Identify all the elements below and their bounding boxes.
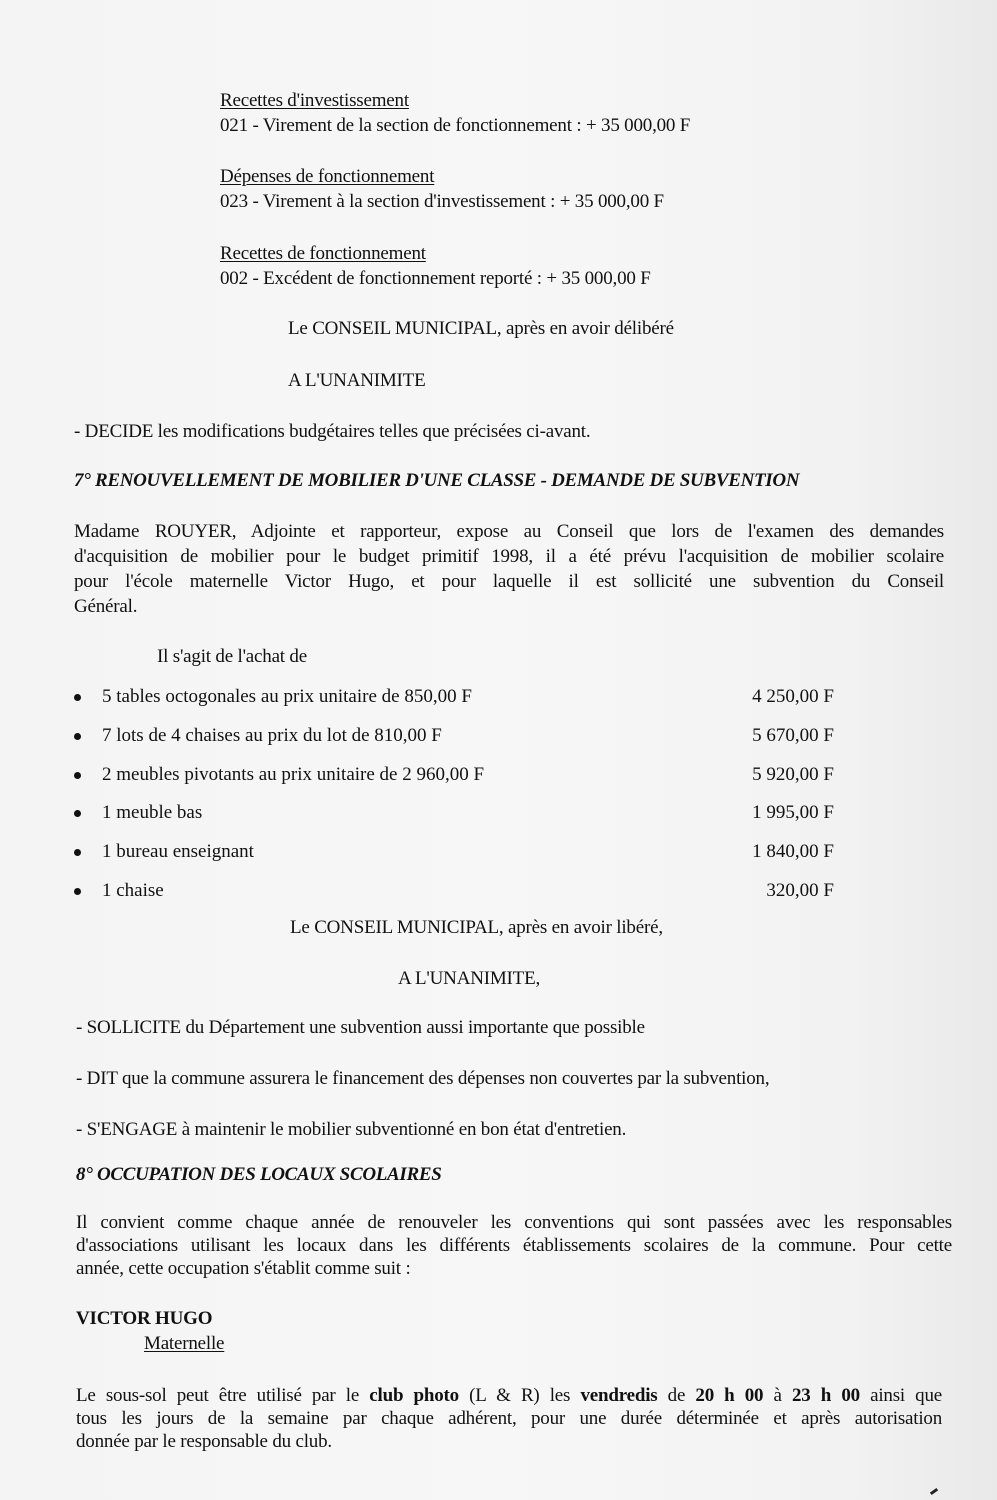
section-7-intro bbox=[74, 519, 944, 619]
usage-start-time: 20 h 00 bbox=[695, 1385, 764, 1406]
item-amount: 1 840,00 F bbox=[752, 841, 834, 862]
bullet-icon bbox=[74, 849, 81, 856]
club-name: club photo bbox=[369, 1385, 459, 1406]
school-subsection: Maternelle bbox=[144, 1333, 225, 1354]
vote-result: A L'UNANIMITE, bbox=[398, 968, 541, 989]
item-label: 2 meubles pivotants au prix unitaire de 2 960,00 F bbox=[102, 764, 485, 785]
list-item bbox=[74, 802, 834, 826]
item-label: 1 bureau enseignant bbox=[102, 841, 254, 862]
intro-line-3: pour l'école maternelle Victor Hugo, et pour laquelle il est sollicité une subvention du Conseil bbox=[74, 571, 944, 592]
item-amount: 5 920,00 F bbox=[752, 764, 834, 785]
usage-paragraph bbox=[76, 1384, 942, 1453]
page-number-mark bbox=[930, 1488, 938, 1495]
usage-text: de bbox=[657, 1385, 696, 1406]
usage-line-1 bbox=[76, 1384, 942, 1407]
decision-dit: - DIT que la commune assurera le financement des dépenses non couvertes par la subvention, bbox=[76, 1068, 770, 1089]
item-amount: 320,00 F bbox=[766, 880, 834, 901]
block-title-recettes-fonctionnement: Recettes de fonctionnement bbox=[220, 243, 426, 264]
usage-days: vendredis bbox=[580, 1385, 658, 1406]
list-item bbox=[74, 764, 834, 788]
intro-line-2: d'acquisition de mobilier pour le budget primitif 1998, il a été prévu l'acquisition de mobilier scolaire bbox=[74, 546, 944, 567]
council-statement: Le CONSEIL MUNICIPAL, après en avoir libéré, bbox=[290, 917, 663, 938]
council-statement: Le CONSEIL MUNICIPAL, après en avoir délibéré bbox=[288, 318, 674, 339]
intro-line-4: Général. bbox=[74, 596, 138, 617]
block-line-023: 023 - Virement à la section d'investissement : + 35 000,00 F bbox=[220, 191, 664, 212]
bullet-icon bbox=[74, 810, 81, 817]
bullet-icon bbox=[74, 694, 81, 701]
usage-text: à bbox=[763, 1385, 792, 1406]
vote-result: A L'UNANIMITE bbox=[288, 370, 426, 391]
list-item bbox=[74, 686, 834, 710]
decision-line: - DECIDE les modifications budgétaires telles que précisées ci-avant. bbox=[74, 421, 591, 442]
intro-line-2: d'associations utilisant les locaux dans les différents établissements scolaires de la commune. Pour cette bbox=[76, 1235, 952, 1256]
usage-text: (L & R) les bbox=[458, 1385, 581, 1406]
block-line-021: 021 - Virement de la section de fonctionnement : + 35 000,00 F bbox=[220, 115, 691, 136]
item-label: 5 tables octogonales au prix unitaire de 850,00 F bbox=[102, 686, 472, 707]
bullet-icon bbox=[74, 888, 81, 895]
section-8-intro bbox=[76, 1211, 952, 1280]
section-7-heading: 7° RENOUVELLEMENT DE MOBILIER D'UNE CLASSE - DEMANDE DE SUBVENTION bbox=[74, 470, 800, 491]
item-label: 7 lots de 4 chaises au prix du lot de 810,00 F bbox=[102, 725, 442, 746]
usage-end-time: 23 h 00 bbox=[791, 1385, 860, 1406]
block-title-recettes-investissement: Recettes d'investissement bbox=[220, 90, 409, 111]
item-amount: 4 250,00 F bbox=[752, 686, 834, 707]
item-amount: 5 670,00 F bbox=[752, 725, 834, 746]
intro-line-3: année, cette occupation s'établit comme suit : bbox=[76, 1258, 411, 1279]
item-label: 1 chaise bbox=[102, 880, 164, 901]
block-title-depenses-fonctionnement: Dépenses de fonctionnement bbox=[220, 166, 435, 187]
item-label: 1 meuble bas bbox=[102, 802, 203, 823]
intro-line-1: Madame ROUYER, Adjointe et rapporteur, expose au Conseil que lors de l'examen des demandes bbox=[74, 521, 944, 542]
list-item bbox=[74, 725, 834, 749]
item-amount: 1 995,00 F bbox=[752, 802, 834, 823]
usage-text: Le sous-sol peut être utilisé par le bbox=[76, 1385, 370, 1406]
bullet-icon bbox=[74, 772, 81, 779]
list-item bbox=[74, 841, 834, 865]
decision-sollicite: - SOLLICITE du Département une subvention aussi importante que possible bbox=[76, 1017, 645, 1038]
intro-line-1: Il convient comme chaque année de renouveler les conventions qui sont passées avec les responsables bbox=[76, 1212, 952, 1233]
block-line-002: 002 - Excédent de fonctionnement reporté : + 35 000,00 F bbox=[220, 268, 651, 289]
decision-engage: - S'ENGAGE à maintenir le mobilier subventionné en bon état d'entretien. bbox=[76, 1119, 627, 1140]
bullet-icon bbox=[74, 733, 81, 740]
list-item bbox=[74, 880, 834, 904]
section-8-heading: 8° OCCUPATION DES LOCAUX SCOLAIRES bbox=[76, 1164, 442, 1185]
usage-line-3: donnée par le responsable du club. bbox=[76, 1431, 332, 1452]
purchase-intro: Il s'agit de l'achat de bbox=[157, 646, 307, 667]
school-name: VICTOR HUGO bbox=[76, 1308, 213, 1329]
usage-line-2: tous les jours de la semaine par chaque adhérent, pour une durée déterminée et après autorisation bbox=[76, 1408, 942, 1429]
usage-text: ainsi que bbox=[859, 1385, 943, 1406]
